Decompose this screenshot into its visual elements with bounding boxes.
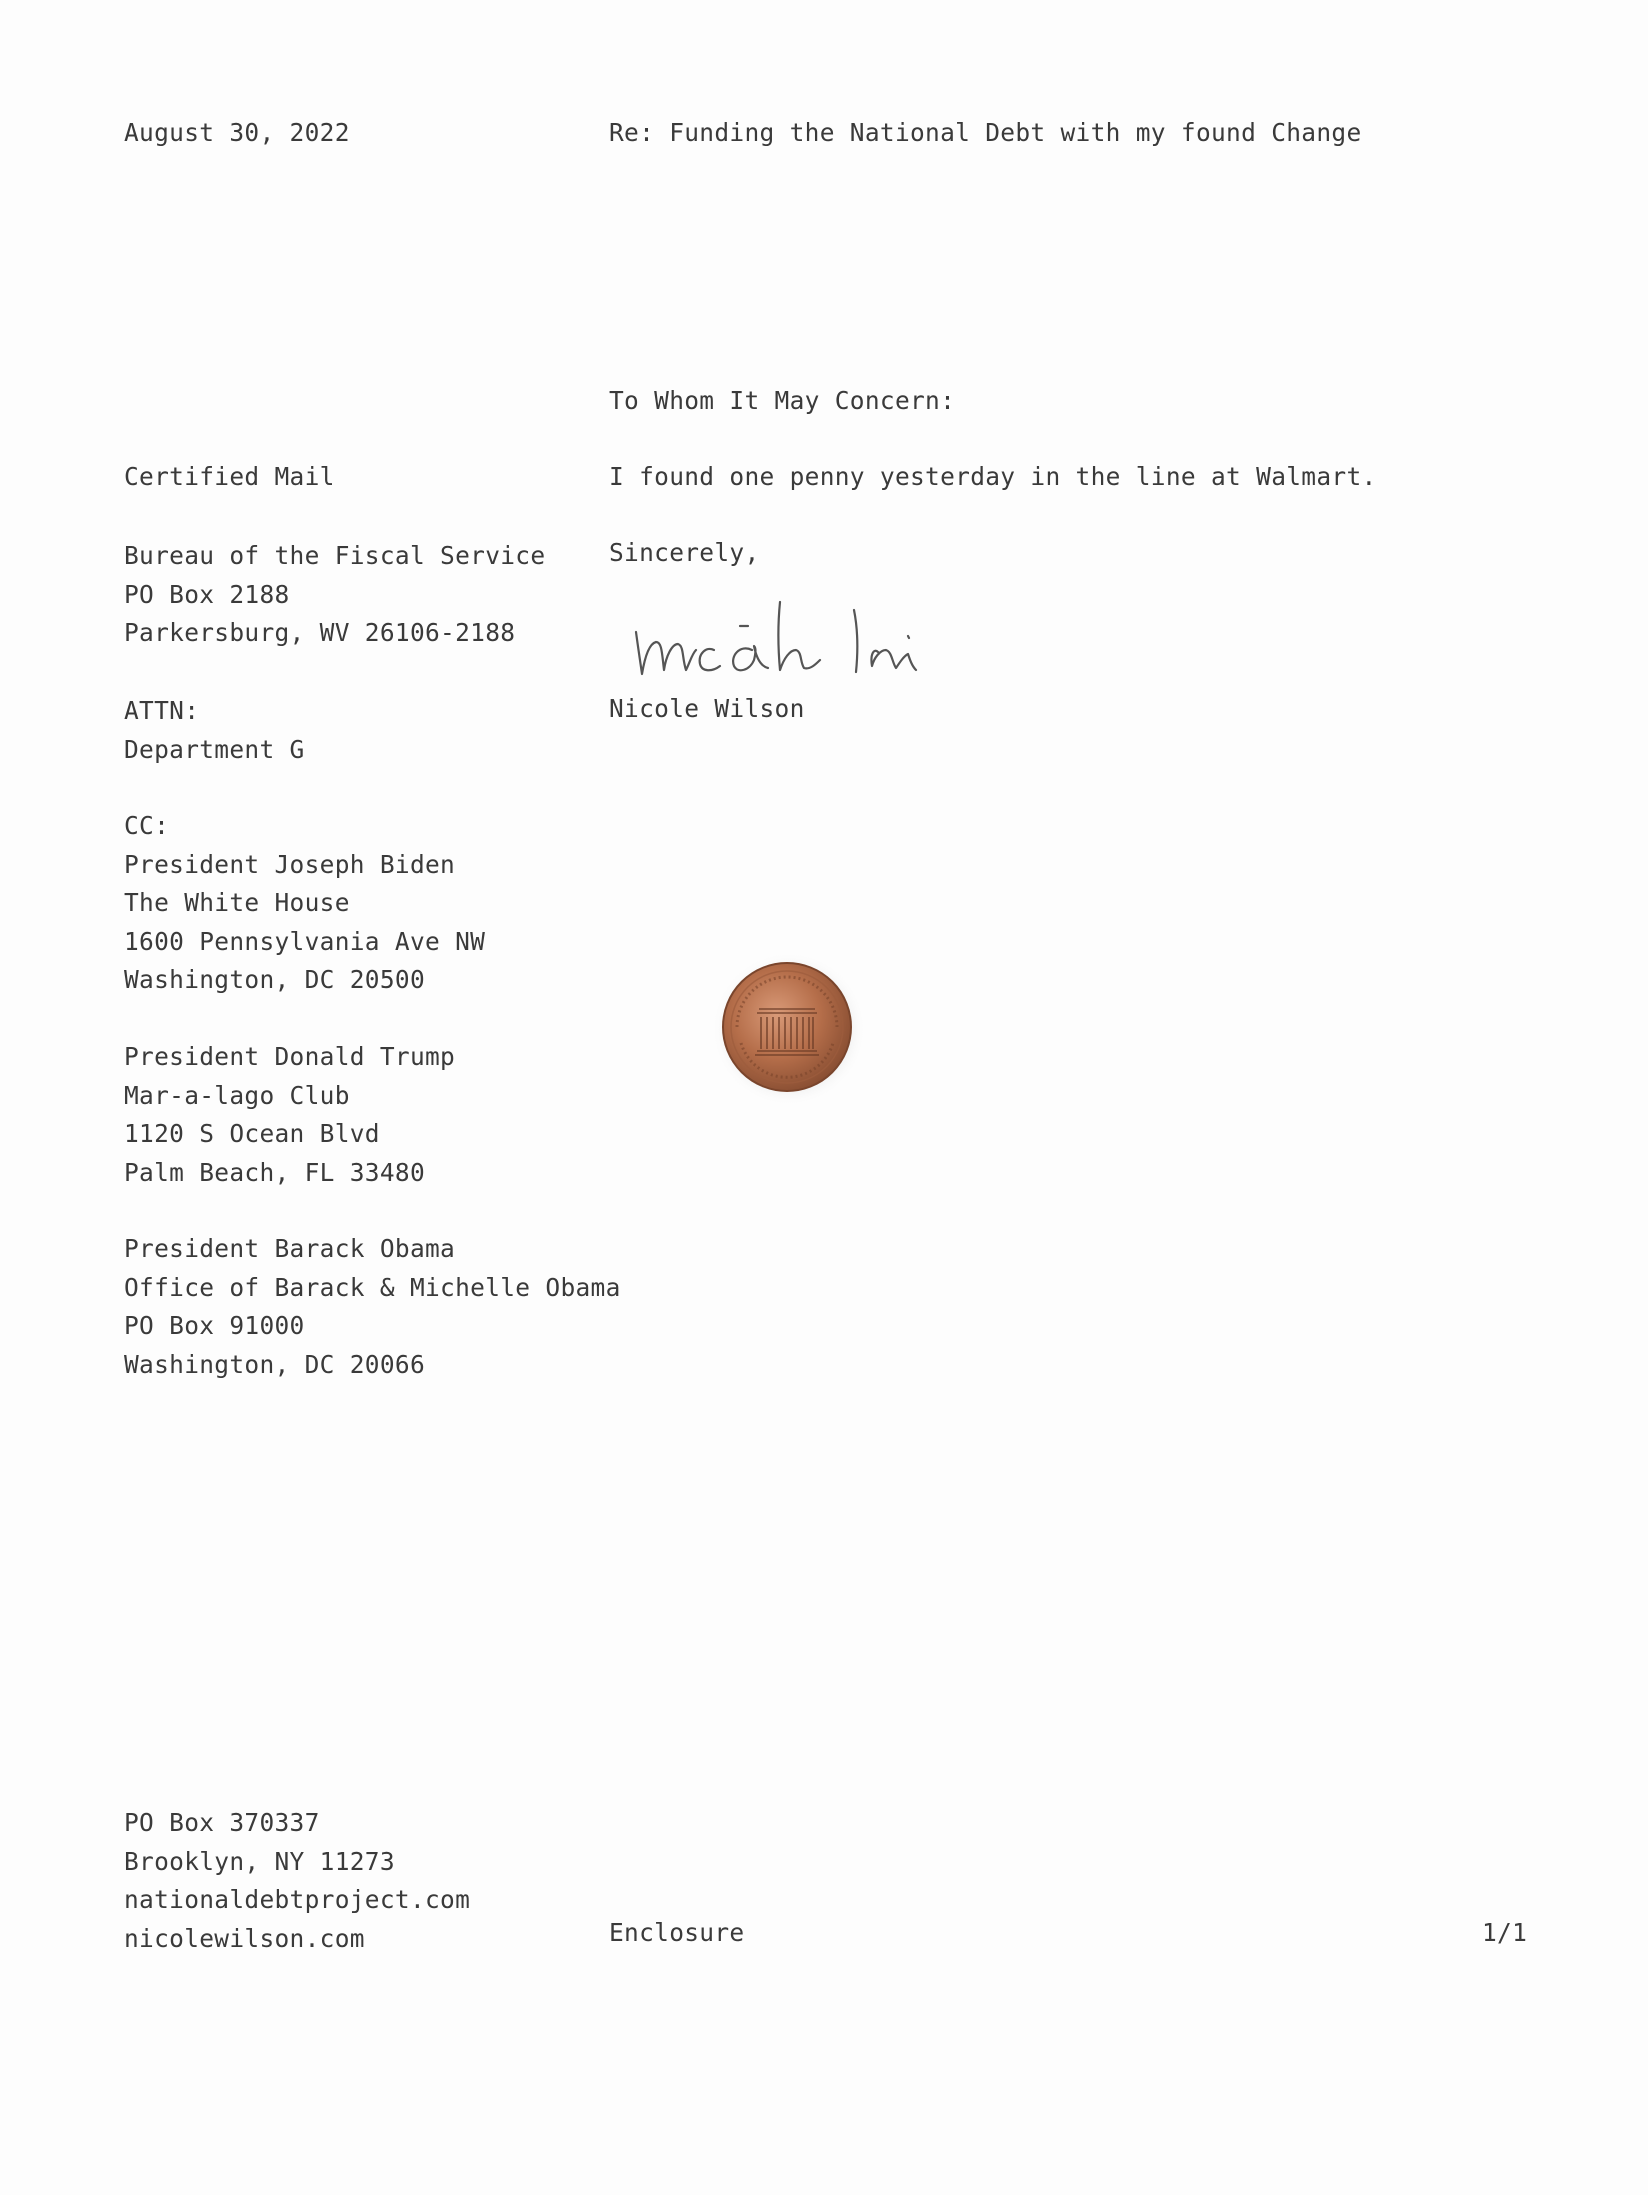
sender-website: nicolewilson.com: [124, 1923, 365, 1953]
sender-website: nationaldebtproject.com: [124, 1885, 471, 1914]
attention-block: [124, 692, 305, 769]
sender-line: Brooklyn, NY 11273: [124, 1846, 395, 1876]
recipient-line: Bureau of the Fiscal Service: [124, 541, 546, 570]
sender-line: PO Box 370337: [124, 1808, 320, 1837]
salutation: To Whom It May Concern:: [609, 386, 956, 415]
sender-address: [124, 1804, 470, 1958]
letter-date: August 30, 2022: [124, 118, 350, 147]
cc-label: CC:: [124, 811, 170, 840]
cc-line: President Barack Obama: [124, 1234, 456, 1263]
penny-coin: [707, 947, 867, 1107]
cc-address-obama: [124, 1230, 621, 1384]
cc-address-trump: [124, 1038, 455, 1192]
cc-line: 1600 Pennsylvania Ave NW: [124, 926, 486, 956]
cc-line: Office of Barack & Michelle Obama: [124, 1272, 621, 1302]
handwritten-signature: [626, 592, 986, 692]
cc-block: [124, 807, 485, 1000]
recipient-line: PO Box 2188: [124, 579, 290, 609]
attn-department: Department G: [124, 734, 305, 764]
letter-subject: Re: Funding the National Debt with my found Change: [609, 118, 1362, 147]
cc-line: The White House: [124, 888, 350, 917]
cc-line: 1120 S Ocean Blvd: [124, 1119, 380, 1148]
signature-name: Nicole Wilson: [609, 694, 805, 723]
page-number: 1/1: [1482, 1918, 1528, 1947]
attn-label: ATTN:: [124, 696, 200, 725]
enclosure-note: Enclosure: [609, 1918, 745, 1947]
cc-line: Washington, DC 20066: [124, 1349, 426, 1379]
closing: Sincerely,: [609, 538, 760, 567]
cc-line: Washington, DC 20500: [124, 965, 426, 994]
recipient-line: Parkersburg, WV 26106-2188: [124, 618, 516, 647]
letter-body: I found one penny yesterday in the line at Walmart.: [609, 462, 1377, 491]
cc-line: President Joseph Biden: [124, 849, 456, 879]
cc-line: President Donald Trump: [124, 1042, 456, 1071]
cc-line: Palm Beach, FL 33480: [124, 1157, 426, 1187]
cc-line: PO Box 91000: [124, 1311, 305, 1340]
cc-line: Mar-a-lago Club: [124, 1080, 350, 1110]
mail-method: Certified Mail: [124, 462, 335, 491]
recipient-address: [124, 537, 545, 653]
